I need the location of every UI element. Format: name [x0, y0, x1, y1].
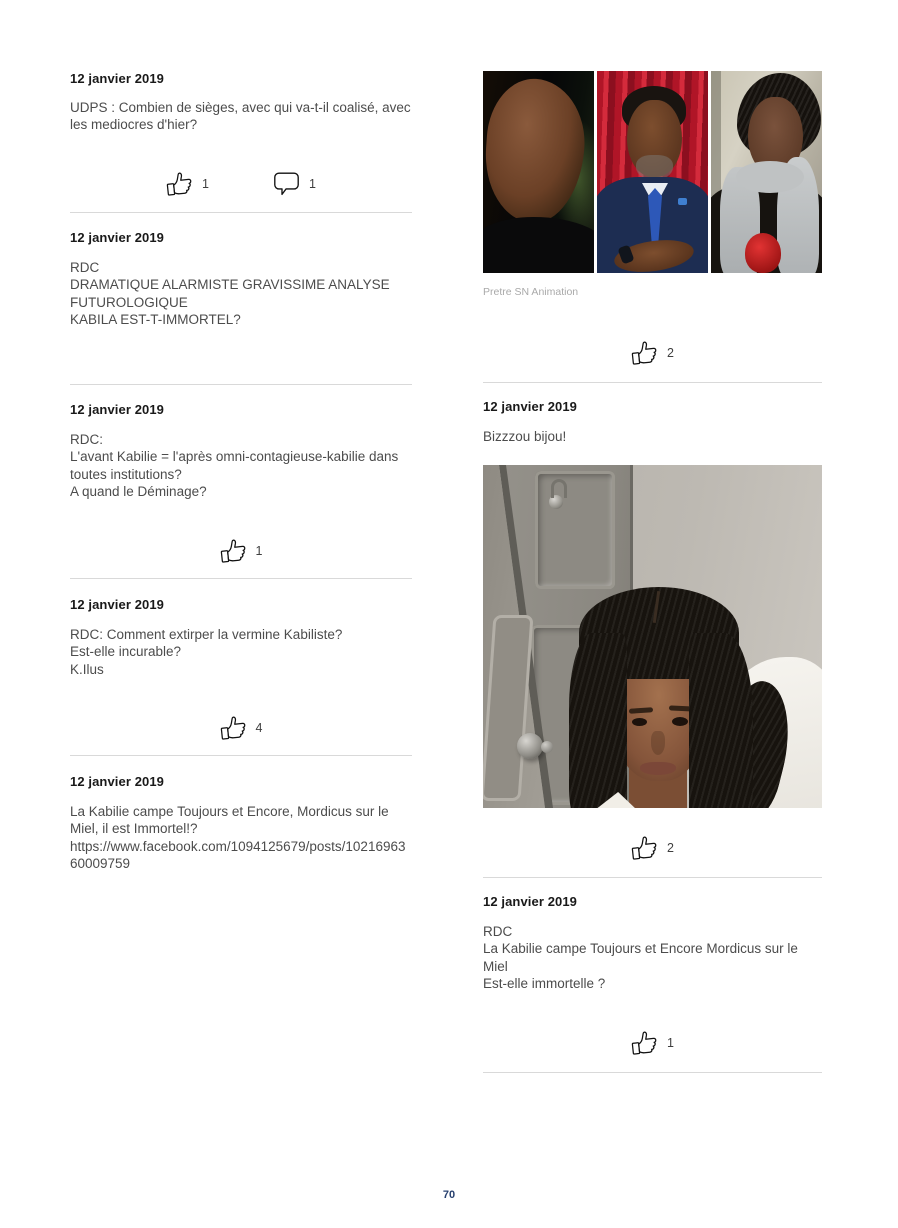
thumbs-up-icon: [630, 1029, 660, 1058]
comment-count: 1: [309, 177, 316, 191]
post-divider: [483, 877, 822, 878]
post-text: [70, 99, 412, 134]
flag-pin: [678, 198, 687, 205]
post-date: 12 janvier 2019: [70, 774, 165, 789]
like-count: 1: [667, 1036, 674, 1050]
thumbs-up-icon: [218, 714, 248, 743]
post-date: 12 janvier 2019: [70, 230, 165, 245]
post-text: [70, 626, 412, 678]
post-text: [70, 259, 412, 329]
like-count: 2: [667, 841, 674, 855]
photo-three-portraits: [483, 71, 822, 273]
reactions-row: [70, 713, 412, 743]
door-hook: [547, 479, 567, 509]
post-text: [483, 923, 822, 993]
portrait-man-suit-red-curtain: [597, 71, 708, 273]
reactions-row: [483, 338, 822, 368]
post-date: 12 janvier 2019: [70, 597, 165, 612]
post-date: 12 janvier 2019: [483, 399, 578, 414]
post-link[interactable]: https://www.facebook.com/1094125679/posts/1021696360009759: [70, 838, 406, 872]
like-count-group: [166, 171, 209, 197]
woman-scarf-neck: [736, 161, 804, 193]
post-date: 12 janvier 2019: [483, 894, 578, 909]
like-count: 4: [255, 721, 263, 735]
door-knob-stem: [541, 741, 553, 753]
woman-eye-left: [632, 718, 647, 726]
thumbs-up-icon: [165, 170, 195, 199]
post-text-line: UDPS : Combien de sièges, avec qui va-t-il coalisé, avec les mediocres d'hier?: [70, 100, 411, 133]
post-divider: [70, 212, 412, 213]
post-divider: [70, 755, 412, 756]
thumbs-up-icon: [630, 834, 660, 863]
woman-eye-right: [672, 717, 688, 726]
like-count: 1: [255, 544, 263, 558]
post-text: [483, 428, 822, 445]
reactions-row: [70, 536, 412, 566]
man-shoulders: [483, 217, 594, 273]
reactions-row: [483, 833, 822, 863]
post-text-line: RDC: [483, 924, 513, 939]
post-text-line: RDC: Comment extirper la vermine Kabiliste?: [70, 627, 343, 642]
post-text-line: La Kabilie campe Toujours et Encore, Mordicus sur le Miel, il est Immortel!?: [70, 804, 389, 837]
like-count-group: [220, 538, 263, 564]
comment-icon: [273, 171, 300, 197]
post-text-line: RDC:: [70, 432, 103, 447]
reactions-row: [483, 1028, 822, 1058]
like-count: 2: [667, 346, 674, 360]
post-text-line: DRAMATIQUE ALARMISTE GRAVISSIME ANALYSE FUTUROLOGIQUE: [70, 277, 390, 310]
post-divider: [483, 382, 822, 383]
portrait-woman-scarf: [711, 71, 822, 273]
post-text-line: A quand le Déminage?: [70, 484, 207, 500]
red-ornament: [745, 233, 781, 273]
post-text-line: KABILA EST-T-IMMORTEL?: [70, 312, 241, 328]
post-text-line: RDC: [70, 260, 100, 275]
post-text-line: K.Ilus: [70, 661, 104, 677]
like-count-group: [220, 715, 263, 741]
thumbs-up-icon: [218, 537, 248, 566]
door-knob: [517, 733, 543, 759]
post-text-line: Est-elle immortelle ?: [483, 976, 606, 992]
thumbs-up-icon: [630, 339, 660, 368]
post-divider: [70, 578, 412, 579]
portrait-man-dark-background: [483, 71, 594, 273]
woman-lips: [640, 762, 676, 775]
woman-hair-right: [689, 633, 753, 808]
post-text-line: La Kabilie campe Toujours et Encore Mordicus sur le Miel: [483, 941, 798, 974]
post-text-line: L'avant Kabilie = l'après omni-contagieuse-kabilie dans toutes institutions?: [70, 449, 399, 482]
image-caption: Pretre SN Animation: [483, 286, 579, 298]
photo-selfie-woman-braids: [483, 465, 822, 808]
post-text-line: Est-elle incurable?: [70, 644, 182, 660]
post-text-line: Bizzzou bijou!: [483, 429, 567, 444]
reactions-row: [70, 169, 412, 199]
post-divider: [483, 1072, 822, 1073]
page-number: 70: [442, 1189, 456, 1201]
comment-count-group: [273, 171, 316, 197]
like-count-group: [631, 1030, 674, 1056]
post-date: 12 janvier 2019: [70, 71, 165, 86]
post-date: 12 janvier 2019: [70, 402, 165, 417]
post-divider: [70, 384, 412, 385]
like-count-group: [631, 340, 674, 366]
woman-hair-left: [569, 633, 627, 808]
like-count-group: [631, 835, 674, 861]
post-text: [70, 803, 412, 873]
woman-nose: [651, 731, 665, 755]
post-text: [70, 431, 412, 501]
like-count: 1: [202, 177, 209, 191]
